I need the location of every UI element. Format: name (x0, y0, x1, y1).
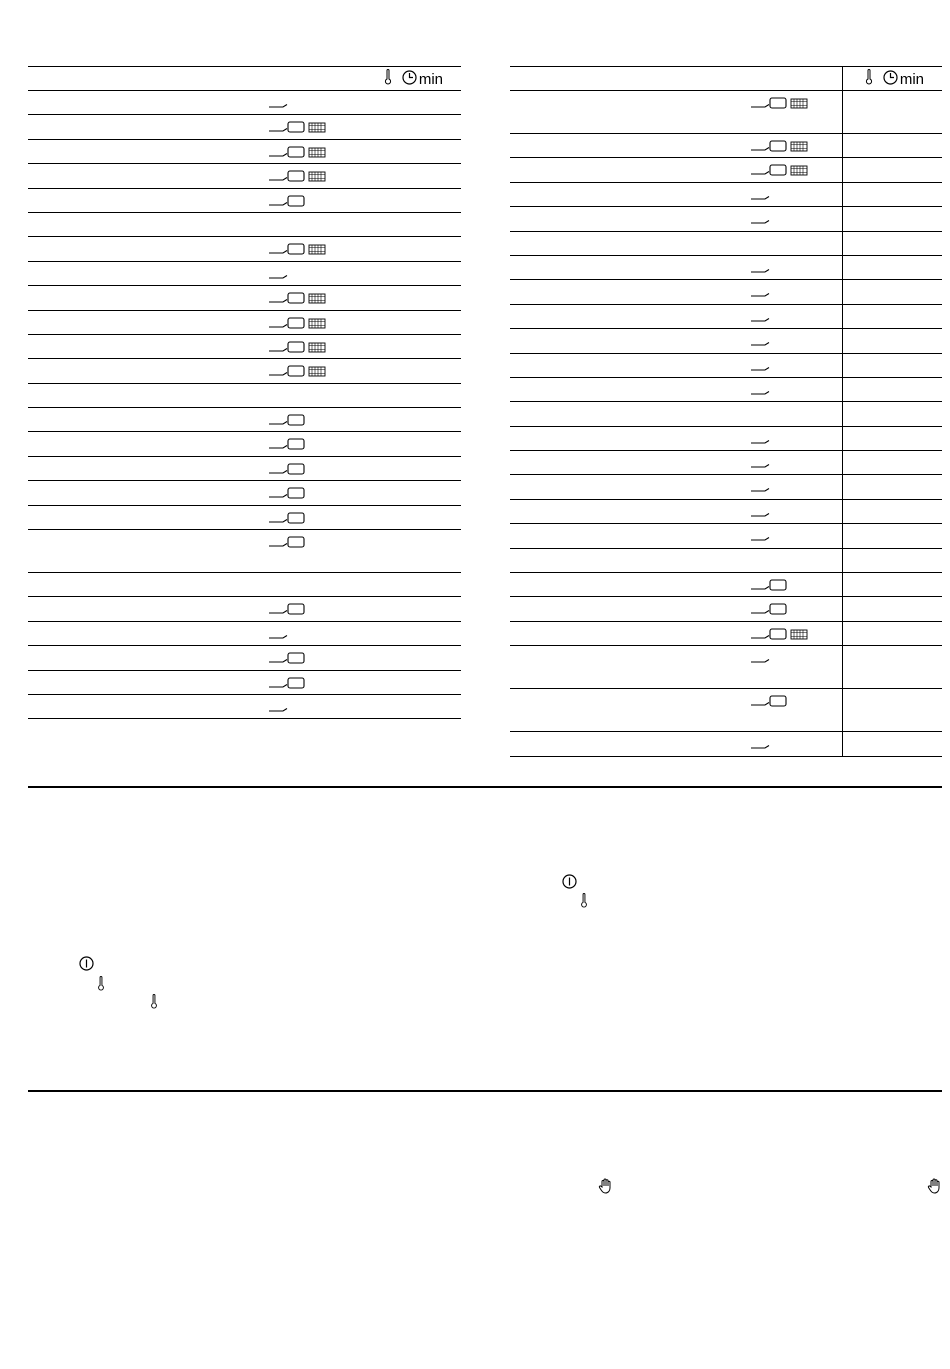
wire-rack-icon (750, 163, 770, 181)
table-body-left (28, 91, 461, 719)
column-divider (842, 305, 843, 328)
table-row (28, 695, 461, 719)
wire-rack-icon (268, 651, 288, 669)
table-row (28, 506, 461, 530)
baking-tray-icon (287, 413, 305, 431)
accessory-icons (750, 188, 770, 206)
column-divider (842, 91, 843, 133)
column-divider (842, 67, 843, 90)
accessory-icons (268, 462, 305, 480)
baking-tray-icon (769, 578, 787, 596)
cooking-table-left (28, 66, 461, 719)
grill-grid-icon (308, 316, 326, 334)
accessory-icons (750, 480, 770, 498)
wire-rack-icon (750, 651, 770, 669)
accessory-icons (750, 505, 770, 523)
accessory-icons (268, 120, 326, 138)
table-row (28, 457, 461, 481)
table-row (28, 262, 461, 286)
wire-rack-icon (750, 285, 770, 303)
column-divider (842, 689, 843, 731)
column-divider (842, 549, 843, 572)
accessory-icons (750, 694, 787, 712)
column-divider (842, 732, 843, 755)
wire-rack-icon (750, 188, 770, 206)
accessory-icons (750, 310, 770, 328)
accessory-icons (268, 340, 326, 358)
accessory-icons (268, 700, 288, 718)
thermometer-icon (865, 69, 873, 89)
table-row (510, 402, 942, 426)
accessory-icons (268, 364, 326, 382)
wire-rack-icon (750, 602, 770, 620)
grill-grid-icon (790, 96, 808, 114)
table-row (28, 646, 461, 670)
table-row (510, 354, 942, 378)
hand-icon (598, 1178, 613, 1199)
baking-tray-icon (287, 340, 305, 358)
table-row (28, 408, 461, 432)
table-row (510, 158, 942, 182)
table-row (510, 597, 942, 621)
table-row (510, 378, 942, 402)
column-divider (842, 207, 843, 230)
column-divider (842, 378, 843, 401)
table-row (28, 530, 461, 573)
grill-grid-icon (308, 145, 326, 163)
table-row (510, 549, 942, 573)
power-icon (79, 956, 94, 976)
grill-grid-icon (308, 169, 326, 187)
accessory-icons (268, 676, 305, 694)
table-row (28, 115, 461, 139)
section-divider (28, 786, 942, 788)
table-row (28, 140, 461, 164)
table-row (28, 286, 461, 310)
table-row (28, 481, 461, 505)
table-row (28, 573, 461, 597)
wire-rack-icon (268, 511, 288, 529)
table-row (510, 524, 942, 548)
table-row (28, 384, 461, 408)
grill-grid-icon (790, 139, 808, 157)
baking-tray-icon (287, 511, 305, 529)
wire-rack-icon (750, 529, 770, 547)
wire-rack-icon (268, 194, 288, 212)
wire-rack-icon (750, 261, 770, 279)
table-row (28, 335, 461, 359)
column-divider (842, 402, 843, 425)
table-row (510, 183, 942, 207)
table-row (28, 671, 461, 695)
accessory-icons (750, 627, 808, 645)
baking-tray-icon (287, 651, 305, 669)
table-row (510, 232, 942, 256)
wire-rack-icon (750, 310, 770, 328)
baking-tray-icon (287, 120, 305, 138)
wire-rack-icon (268, 462, 288, 480)
clock-icon (402, 70, 417, 89)
column-divider (842, 354, 843, 377)
column-divider (842, 256, 843, 279)
wire-rack-icon (268, 96, 288, 114)
baking-tray-icon (287, 194, 305, 212)
time-unit-label: min (899, 70, 924, 88)
wire-rack-icon (750, 359, 770, 377)
baking-tray-icon (769, 694, 787, 712)
cooking-table-right (510, 66, 942, 757)
table-row (28, 359, 461, 383)
wire-rack-icon (268, 437, 288, 455)
accessory-icons (750, 96, 808, 114)
thermometer-icon (384, 69, 392, 89)
wire-rack-icon (268, 535, 288, 553)
baking-tray-icon (287, 462, 305, 480)
wire-rack-icon (268, 242, 288, 260)
baking-tray-icon (769, 163, 787, 181)
clock-icon (883, 70, 898, 89)
baking-tray-icon (287, 364, 305, 382)
accessory-icons (750, 602, 787, 620)
hand-icon (927, 1178, 942, 1199)
table-row (510, 622, 942, 646)
accessory-icons (268, 486, 305, 504)
baking-tray-icon (287, 242, 305, 260)
accessory-icons (750, 359, 770, 377)
table-row (28, 91, 461, 115)
wire-rack-icon (750, 383, 770, 401)
table-row (510, 329, 942, 353)
accessory-icons (268, 651, 305, 669)
table-row (28, 622, 461, 646)
table-header-right (510, 66, 942, 91)
table-header-left (28, 66, 461, 91)
column-divider (842, 280, 843, 303)
baking-tray-icon (769, 602, 787, 620)
accessory-icons (750, 383, 770, 401)
baking-tray-icon (287, 486, 305, 504)
column-divider (842, 232, 843, 255)
wire-rack-icon (268, 169, 288, 187)
column-divider (842, 134, 843, 157)
column-divider (842, 329, 843, 352)
table-row (28, 213, 461, 237)
table-row (28, 432, 461, 456)
wire-rack-icon (268, 267, 288, 285)
accessory-icons (268, 267, 288, 285)
baking-tray-icon (287, 676, 305, 694)
table-row (28, 597, 461, 621)
grill-grid-icon (790, 163, 808, 181)
grill-grid-icon (308, 120, 326, 138)
wire-rack-icon (750, 139, 770, 157)
wire-rack-icon (750, 737, 770, 755)
time-unit-label: min (418, 70, 443, 88)
wire-rack-icon (268, 316, 288, 334)
accessory-icons (268, 511, 305, 529)
table-row (510, 91, 942, 134)
wire-rack-icon (750, 578, 770, 596)
table-body-right (510, 91, 942, 757)
table-row (510, 427, 942, 451)
table-row (510, 573, 942, 597)
wire-rack-icon (750, 212, 770, 230)
baking-tray-icon (287, 602, 305, 620)
table-row (510, 134, 942, 158)
column-divider (842, 183, 843, 206)
table-row (510, 207, 942, 231)
wire-rack-icon (268, 145, 288, 163)
wire-rack-icon (750, 96, 770, 114)
wire-rack-icon (268, 602, 288, 620)
table-row (28, 164, 461, 188)
table-row (510, 256, 942, 280)
accessory-icons (268, 535, 305, 553)
time-header (883, 70, 924, 89)
accessory-icons (268, 242, 326, 260)
table-row (28, 237, 461, 261)
accessory-icons (750, 139, 808, 157)
wire-rack-icon (268, 291, 288, 309)
accessory-icons (268, 291, 326, 309)
thermometer-icon (150, 994, 158, 1014)
wire-rack-icon (750, 432, 770, 450)
wire-rack-icon (750, 480, 770, 498)
grill-grid-icon (308, 291, 326, 309)
baking-tray-icon (287, 535, 305, 553)
header-icons (865, 69, 924, 89)
column-divider (842, 475, 843, 498)
baking-tray-icon (769, 139, 787, 157)
column-divider (842, 573, 843, 596)
table-row (510, 732, 942, 756)
wire-rack-icon (268, 364, 288, 382)
grill-grid-icon (308, 242, 326, 260)
table-row (510, 500, 942, 524)
accessory-icons (268, 413, 305, 431)
accessory-icons (750, 261, 770, 279)
wire-rack-icon (268, 676, 288, 694)
column-divider (842, 597, 843, 620)
wire-rack-icon (750, 334, 770, 352)
column-divider (842, 158, 843, 181)
accessory-icons (750, 432, 770, 450)
wire-rack-icon (750, 456, 770, 474)
accessory-icons (750, 334, 770, 352)
wire-rack-icon (268, 340, 288, 358)
grill-grid-icon (790, 627, 808, 645)
wire-rack-icon (750, 694, 770, 712)
column-divider (842, 451, 843, 474)
column-divider (842, 646, 843, 688)
table-row (28, 189, 461, 213)
wire-rack-icon (268, 413, 288, 431)
accessory-icons (268, 96, 288, 114)
wire-rack-icon (750, 627, 770, 645)
table-row (510, 451, 942, 475)
section-divider (28, 1090, 942, 1092)
accessory-icons (268, 194, 305, 212)
baking-tray-icon (287, 169, 305, 187)
table-row (510, 305, 942, 329)
baking-tray-icon (769, 627, 787, 645)
accessory-icons (268, 145, 326, 163)
accessory-icons (268, 627, 288, 645)
baking-tray-icon (287, 145, 305, 163)
wire-rack-icon (268, 700, 288, 718)
baking-tray-icon (287, 291, 305, 309)
thermometer-icon (580, 893, 588, 913)
power-icon (562, 874, 577, 894)
header-icons (384, 69, 443, 89)
wire-rack-icon (268, 486, 288, 504)
accessory-icons (268, 316, 326, 334)
accessory-icons (750, 529, 770, 547)
column-divider (842, 500, 843, 523)
thermometer-icon (97, 976, 105, 996)
accessory-icons (268, 602, 305, 620)
accessory-icons (750, 163, 808, 181)
accessory-icons (268, 169, 326, 187)
grill-grid-icon (308, 340, 326, 358)
column-divider (842, 427, 843, 450)
accessory-icons (750, 285, 770, 303)
wire-rack-icon (750, 505, 770, 523)
baking-tray-icon (287, 437, 305, 455)
table-row (510, 475, 942, 499)
wire-rack-icon (268, 627, 288, 645)
baking-tray-icon (287, 316, 305, 334)
table-row (510, 689, 942, 732)
accessory-icons (268, 437, 305, 455)
table-row (510, 280, 942, 304)
accessory-icons (750, 651, 770, 669)
accessory-icons (750, 578, 787, 596)
time-header (402, 70, 443, 89)
table-row (28, 311, 461, 335)
table-row (510, 646, 942, 689)
wire-rack-icon (268, 120, 288, 138)
column-divider (842, 622, 843, 645)
accessory-icons (750, 737, 770, 755)
accessory-icons (750, 456, 770, 474)
accessory-icons (750, 212, 770, 230)
column-divider (842, 524, 843, 547)
grill-grid-icon (308, 364, 326, 382)
baking-tray-icon (769, 96, 787, 114)
